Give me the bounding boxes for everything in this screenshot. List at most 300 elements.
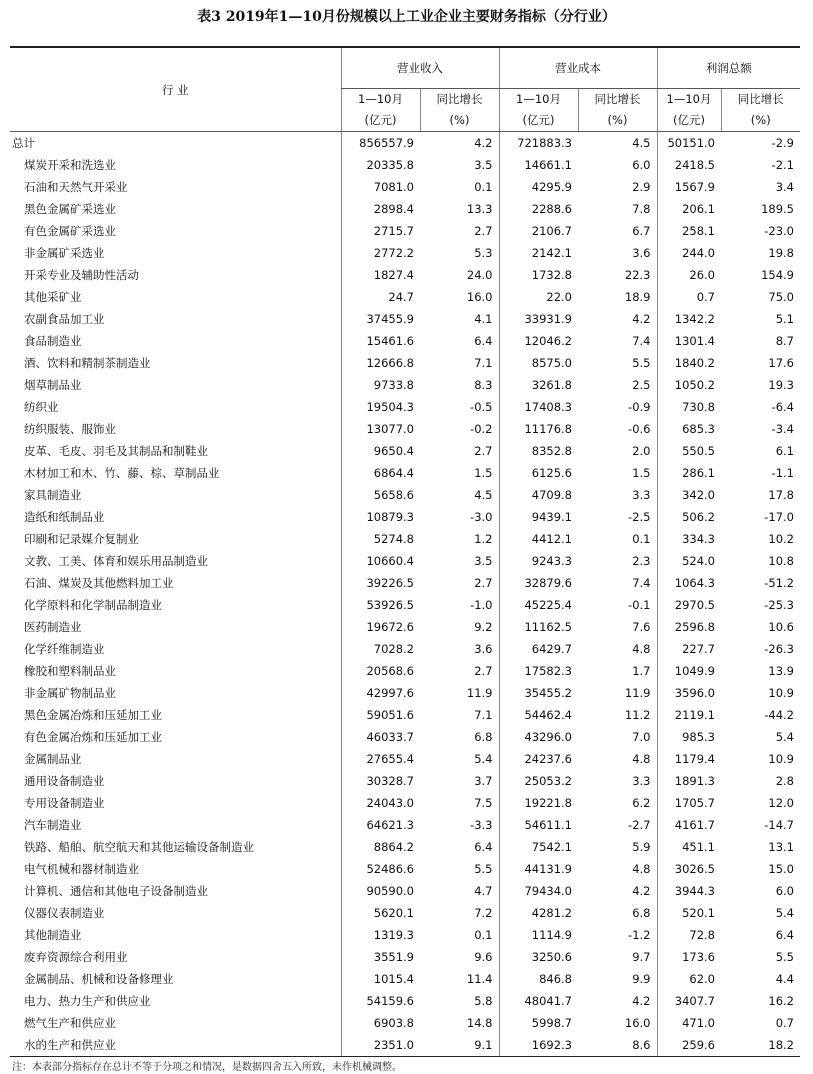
revenue-growth-cell: -0.2 bbox=[470, 422, 493, 436]
revenue-growth-cell: 14.8 bbox=[466, 1016, 493, 1030]
cost-growth-cell: 22.3 bbox=[624, 268, 651, 282]
industry-name-cell: 金属制品业 bbox=[24, 752, 82, 766]
cost-cell: 4281.2 bbox=[499, 902, 578, 924]
profit-growth-cell: 154.9 bbox=[761, 268, 794, 282]
revenue-growth-cell: 3.5 bbox=[474, 554, 493, 568]
cost-growth-cell: 1.7 bbox=[632, 664, 651, 678]
profit-growth-cell: 17.8 bbox=[768, 488, 794, 502]
cost-growth-cell: 9.9 bbox=[632, 972, 651, 986]
revenue-cell: 8864.2 bbox=[341, 836, 420, 858]
profit-growth-cell: 75.0 bbox=[768, 290, 794, 304]
table-row bbox=[10, 726, 800, 748]
table-row bbox=[10, 660, 800, 682]
cost-cell: 9439.1 bbox=[499, 506, 578, 528]
cost-growth-cell: -2.5 bbox=[628, 510, 651, 524]
table-row bbox=[10, 704, 800, 726]
revenue-growth-cell: 11.9 bbox=[466, 686, 493, 700]
revenue-growth-cell: 24.0 bbox=[466, 268, 493, 282]
industry-name-cell: 农副食品加工业 bbox=[24, 312, 105, 326]
revenue-growth-cell: 11.4 bbox=[466, 972, 493, 986]
revenue-growth-cell: 0.1 bbox=[474, 180, 493, 194]
revenue-cell: 12666.8 bbox=[341, 352, 420, 374]
industry-name-cell: 文教、工美、体育和娱乐用品制造业 bbox=[24, 554, 208, 568]
cost-growth-cell: -2.7 bbox=[628, 818, 651, 832]
profit-growth-cell: 8.7 bbox=[775, 334, 794, 348]
table-row bbox=[10, 418, 800, 440]
cost-growth-cell: 3.3 bbox=[632, 774, 651, 788]
industry-name-cell: 电气机械和器材制造业 bbox=[24, 862, 139, 876]
profit-growth-cell: -2.9 bbox=[771, 136, 794, 150]
revenue-growth-cell: 0.1 bbox=[474, 928, 493, 942]
revenue-cell: 30328.7 bbox=[341, 770, 420, 792]
footnote: 注：本表部分指标存在总计不等于分项之和情况，是数据四舍五入所致，未作机械调整。 bbox=[12, 1062, 402, 1073]
revenue-cell: 9650.4 bbox=[341, 440, 420, 462]
revenue-cell: 5620.1 bbox=[341, 902, 420, 924]
cost-cell: 17582.3 bbox=[499, 660, 578, 682]
table-row bbox=[10, 462, 800, 484]
profit-growth-cell: -51.2 bbox=[764, 576, 794, 590]
profit-growth-cell: 13.1 bbox=[768, 840, 794, 854]
industry-name-cell: 印刷和记录媒介复制业 bbox=[24, 532, 139, 546]
table-row bbox=[10, 836, 800, 858]
cost-cell: 4412.1 bbox=[499, 528, 578, 550]
profit-growth-cell: 6.1 bbox=[775, 444, 794, 458]
cost-cell: 44131.9 bbox=[499, 858, 578, 880]
cost-cell: 1114.9 bbox=[499, 924, 578, 946]
cost-cell: 33931.9 bbox=[499, 308, 578, 330]
revenue-growth-cell: 7.1 bbox=[474, 708, 493, 722]
table-row bbox=[10, 1034, 800, 1057]
revenue-cell: 15461.6 bbox=[341, 330, 420, 352]
cost-cell: 11176.8 bbox=[499, 418, 578, 440]
profit-cell: 1342.2 bbox=[657, 308, 721, 330]
cost-cell: 6125.6 bbox=[499, 462, 578, 484]
cost-growth-cell: 18.9 bbox=[624, 290, 651, 304]
revenue-growth-cell: 6.4 bbox=[474, 840, 493, 854]
table-row bbox=[10, 924, 800, 946]
industry-name-cell: 黑色金属矿采选业 bbox=[24, 202, 116, 216]
revenue-cell: 46033.7 bbox=[341, 726, 420, 748]
table-row bbox=[10, 1012, 800, 1034]
cost-cell: 11162.5 bbox=[499, 616, 578, 638]
profit-cell: 244.0 bbox=[657, 242, 721, 264]
industry-name-cell: 仪器仪表制造业 bbox=[24, 906, 105, 920]
cost-cell: 32879.6 bbox=[499, 572, 578, 594]
cost-cell: 24237.6 bbox=[499, 748, 578, 770]
profit-growth-cell: 6.0 bbox=[775, 884, 794, 898]
table-row bbox=[10, 484, 800, 506]
profit-cell: 2970.5 bbox=[657, 594, 721, 616]
industry-name-cell: 煤炭开采和洗选业 bbox=[24, 158, 116, 172]
revenue-growth-cell: 4.2 bbox=[474, 136, 493, 150]
profit-cell: 451.1 bbox=[657, 836, 721, 858]
cost-growth-cell: 7.6 bbox=[632, 620, 651, 634]
cost-cell: 8575.0 bbox=[499, 352, 578, 374]
table-row bbox=[10, 946, 800, 968]
revenue-growth-cell: 1.5 bbox=[474, 466, 493, 480]
cost-growth-cell: 4.8 bbox=[632, 752, 651, 766]
cost-growth-cell: 3.6 bbox=[632, 246, 651, 260]
profit-growth-cell: 17.6 bbox=[768, 356, 794, 370]
revenue-cell: 24.7 bbox=[341, 286, 420, 308]
revenue-cell: 3551.9 bbox=[341, 946, 420, 968]
industry-name-cell: 医药制造业 bbox=[24, 620, 82, 634]
profit-growth-cell: 10.9 bbox=[768, 686, 794, 700]
profit-cell: 2418.5 bbox=[657, 154, 721, 176]
profit-cell: 1301.4 bbox=[657, 330, 721, 352]
profit-cell: 259.6 bbox=[657, 1034, 721, 1057]
profit-growth-cell: -3.4 bbox=[771, 422, 794, 436]
table-row bbox=[10, 220, 800, 242]
industry-name-cell: 非金属矿采选业 bbox=[24, 246, 105, 260]
profit-cell: 550.5 bbox=[657, 440, 721, 462]
table-row bbox=[10, 506, 800, 528]
cost-cell: 8352.8 bbox=[499, 440, 578, 462]
revenue-growth-cell: 4.1 bbox=[474, 312, 493, 326]
revenue-growth-cell: 5.8 bbox=[474, 994, 493, 1008]
profit-cell: 1064.3 bbox=[657, 572, 721, 594]
profit-cell: 4161.7 bbox=[657, 814, 721, 836]
profit-growth-cell: -23.0 bbox=[764, 224, 794, 238]
cost-amount-header: 1—10月 (亿元) bbox=[499, 89, 578, 132]
revenue-growth-cell: 1.2 bbox=[474, 532, 493, 546]
revenue-cell: 19504.3 bbox=[341, 396, 420, 418]
profit-cell: 3407.7 bbox=[657, 990, 721, 1012]
profit-growth-cell: -26.3 bbox=[764, 642, 794, 656]
profit-cell: 342.0 bbox=[657, 484, 721, 506]
profit-cell: 730.8 bbox=[657, 396, 721, 418]
cost-cell: 721883.3 bbox=[499, 132, 578, 155]
revenue-cell: 19672.6 bbox=[341, 616, 420, 638]
cost-cell: 79434.0 bbox=[499, 880, 578, 902]
profit-growth-cell: 18.2 bbox=[721, 1034, 800, 1057]
revenue-cell: 24043.0 bbox=[341, 792, 420, 814]
cost-cell: 14661.1 bbox=[499, 154, 578, 176]
revenue-cell: 13077.0 bbox=[341, 418, 420, 440]
revenue-cell: 27655.4 bbox=[341, 748, 420, 770]
cost-growth-cell: 3.3 bbox=[632, 488, 651, 502]
revenue-cell: 37455.9 bbox=[341, 308, 420, 330]
profit-growth-cell: -2.1 bbox=[771, 158, 794, 172]
profit-cell: 1049.9 bbox=[657, 660, 721, 682]
revenue-growth-cell: -0.5 bbox=[470, 400, 493, 414]
profit-cell: 2596.8 bbox=[657, 616, 721, 638]
revenue-growth-cell: 2.7 bbox=[474, 444, 493, 458]
cost-cell: 2106.7 bbox=[499, 220, 578, 242]
industry-name-cell: 石油和天然气开采业 bbox=[24, 180, 128, 194]
revenue-cell: 10879.3 bbox=[341, 506, 420, 528]
profit-growth-cell: 5.1 bbox=[775, 312, 794, 326]
revenue-cell: 54159.6 bbox=[341, 990, 420, 1012]
revenue-growth-cell: 3.6 bbox=[474, 642, 493, 656]
profit-growth-cell: 12.0 bbox=[768, 796, 794, 810]
cost-cell: 54462.4 bbox=[499, 704, 578, 726]
revenue-growth-cell: -3.3 bbox=[470, 818, 493, 832]
profit-growth-cell: 2.8 bbox=[775, 774, 794, 788]
revenue-cell: 856557.9 bbox=[341, 132, 420, 155]
revenue-cell: 64621.3 bbox=[341, 814, 420, 836]
industry-name-cell: 有色金属冶炼和压延加工业 bbox=[24, 730, 162, 744]
revenue-cell: 7028.2 bbox=[341, 638, 420, 660]
industry-name-cell: 总计 bbox=[12, 136, 35, 150]
table-row bbox=[10, 352, 800, 374]
revenue-growth-cell: 3.5 bbox=[474, 158, 493, 172]
industry-name-cell: 通用设备制造业 bbox=[24, 774, 105, 788]
cost-cell: 43296.0 bbox=[499, 726, 578, 748]
industry-name-cell: 石油、煤炭及其他燃料加工业 bbox=[24, 576, 174, 590]
profit-cell: 524.0 bbox=[657, 550, 721, 572]
profit-group-header: 利润总额 bbox=[657, 48, 800, 89]
cost-growth-cell: 4.5 bbox=[632, 136, 651, 150]
table-row bbox=[10, 770, 800, 792]
profit-cell: 685.3 bbox=[657, 418, 721, 440]
table-row bbox=[10, 308, 800, 330]
profit-cell: 334.3 bbox=[657, 528, 721, 550]
revenue-cell: 10660.4 bbox=[341, 550, 420, 572]
table-row bbox=[10, 396, 800, 418]
cost-growth-cell: 4.8 bbox=[632, 862, 651, 876]
table-row bbox=[10, 176, 800, 198]
cost-cell: 3250.6 bbox=[499, 946, 578, 968]
profit-cell: 3944.3 bbox=[657, 880, 721, 902]
cost-growth-cell: -0.6 bbox=[628, 422, 651, 436]
profit-growth-cell: 10.6 bbox=[768, 620, 794, 634]
profit-growth-cell: 189.5 bbox=[761, 202, 794, 216]
table-row bbox=[10, 638, 800, 660]
revenue-cell: 39226.5 bbox=[341, 572, 420, 594]
profit-growth-cell: 0.7 bbox=[775, 1016, 794, 1030]
cost-growth-cell: -1.2 bbox=[628, 928, 651, 942]
cost-growth-header: 同比增长 (%) bbox=[578, 89, 657, 132]
revenue-cell: 2772.2 bbox=[341, 242, 420, 264]
industry-name-cell: 专用设备制造业 bbox=[24, 796, 105, 810]
profit-cell: 3596.0 bbox=[657, 682, 721, 704]
profit-growth-header: 同比增长 (%) bbox=[721, 89, 800, 132]
industry-name-cell: 金属制品、机械和设备修理业 bbox=[24, 972, 174, 986]
revenue-cell: 2351.0 bbox=[341, 1034, 420, 1057]
revenue-growth-cell: 6.8 bbox=[474, 730, 493, 744]
table-row bbox=[10, 814, 800, 836]
cost-cell: 45225.4 bbox=[499, 594, 578, 616]
industry-name-cell: 酒、饮料和精制茶制造业 bbox=[24, 356, 151, 370]
cost-cell: 25053.2 bbox=[499, 770, 578, 792]
cost-cell: 2288.6 bbox=[499, 198, 578, 220]
revenue-cell: 52486.6 bbox=[341, 858, 420, 880]
revenue-growth-cell: -1.0 bbox=[470, 598, 493, 612]
cost-cell: 54611.1 bbox=[499, 814, 578, 836]
financial-indicators-table bbox=[10, 48, 800, 1057]
revenue-cell: 1319.3 bbox=[341, 924, 420, 946]
revenue-growth-cell: 16.0 bbox=[466, 290, 493, 304]
industry-name-cell: 非金属矿物制品业 bbox=[24, 686, 116, 700]
table-row bbox=[10, 330, 800, 352]
table-row bbox=[10, 374, 800, 396]
profit-growth-cell: -6.4 bbox=[771, 400, 794, 414]
cost-cell: 4295.9 bbox=[499, 176, 578, 198]
profit-growth-cell: 4.4 bbox=[775, 972, 794, 986]
cost-growth-cell: 6.8 bbox=[632, 906, 651, 920]
revenue-growth-cell: 9.6 bbox=[474, 950, 493, 964]
profit-cell: 1840.2 bbox=[657, 352, 721, 374]
profit-growth-cell: 16.2 bbox=[768, 994, 794, 1008]
cost-growth-cell: 8.6 bbox=[578, 1034, 657, 1057]
cost-growth-cell: 0.1 bbox=[632, 532, 651, 546]
profit-cell: 26.0 bbox=[657, 264, 721, 286]
profit-cell: 50151.0 bbox=[657, 132, 721, 155]
cost-growth-cell: 2.0 bbox=[632, 444, 651, 458]
profit-cell: 1891.3 bbox=[657, 770, 721, 792]
cost-growth-cell: 4.2 bbox=[632, 312, 651, 326]
profit-growth-cell: 19.8 bbox=[768, 246, 794, 260]
revenue-cell: 9733.8 bbox=[341, 374, 420, 396]
industry-name-cell: 纺织服装、服饰业 bbox=[24, 422, 116, 436]
cost-cell: 35455.2 bbox=[499, 682, 578, 704]
table-row bbox=[10, 792, 800, 814]
cost-growth-cell: 7.0 bbox=[632, 730, 651, 744]
revenue-growth-cell: 9.1 bbox=[420, 1034, 499, 1057]
profit-growth-cell: 10.9 bbox=[768, 752, 794, 766]
table-row bbox=[10, 572, 800, 594]
industry-name-cell: 燃气生产和供应业 bbox=[24, 1016, 116, 1030]
cost-cell: 12046.2 bbox=[499, 330, 578, 352]
industry-name-cell: 烟草制品业 bbox=[24, 378, 82, 392]
profit-growth-cell: 13.9 bbox=[768, 664, 794, 678]
cost-growth-cell: 16.0 bbox=[624, 1016, 651, 1030]
profit-cell: 227.7 bbox=[657, 638, 721, 660]
cost-growth-cell: 4.2 bbox=[632, 884, 651, 898]
table-row bbox=[10, 748, 800, 770]
profit-cell: 985.3 bbox=[657, 726, 721, 748]
table-row bbox=[10, 154, 800, 176]
cost-cell: 7542.1 bbox=[499, 836, 578, 858]
industry-name-cell: 有色金属矿采选业 bbox=[24, 224, 116, 238]
cost-cell: 6429.7 bbox=[499, 638, 578, 660]
industry-name-cell: 化学纤维制造业 bbox=[24, 642, 105, 656]
table-body bbox=[10, 132, 800, 1057]
revenue-growth-cell: 13.3 bbox=[466, 202, 493, 216]
industry-name-cell: 橡胶和塑料制品业 bbox=[24, 664, 116, 678]
table-row bbox=[10, 858, 800, 880]
cost-growth-cell: 9.7 bbox=[632, 950, 651, 964]
revenue-cell: 7081.0 bbox=[341, 176, 420, 198]
profit-growth-cell: 19.3 bbox=[768, 378, 794, 392]
cost-cell: 48041.7 bbox=[499, 990, 578, 1012]
revenue-cell: 20335.8 bbox=[341, 154, 420, 176]
cost-growth-cell: 2.5 bbox=[632, 378, 651, 392]
revenue-growth-cell: 8.3 bbox=[474, 378, 493, 392]
industry-name-cell: 食品制造业 bbox=[24, 334, 82, 348]
revenue-cell: 53926.5 bbox=[341, 594, 420, 616]
cost-growth-cell: -0.9 bbox=[628, 400, 651, 414]
revenue-growth-cell: 2.7 bbox=[474, 224, 493, 238]
cost-growth-cell: 5.9 bbox=[632, 840, 651, 854]
cost-cell: 4709.8 bbox=[499, 484, 578, 506]
revenue-growth-cell: 6.4 bbox=[474, 334, 493, 348]
cost-growth-cell: 4.2 bbox=[632, 994, 651, 1008]
table-row bbox=[10, 990, 800, 1012]
revenue-amount-header: 1—10月 (亿元) bbox=[341, 89, 420, 132]
profit-amount-header: 1—10月 (亿元) bbox=[657, 89, 721, 132]
revenue-cell: 5658.6 bbox=[341, 484, 420, 506]
industry-name-cell: 开采专业及辅助性活动 bbox=[24, 268, 139, 282]
cost-growth-cell: 6.2 bbox=[632, 796, 651, 810]
revenue-growth-cell: 7.1 bbox=[474, 356, 493, 370]
revenue-growth-cell: 7.2 bbox=[474, 906, 493, 920]
cost-growth-cell: -0.1 bbox=[628, 598, 651, 612]
cost-growth-cell: 11.2 bbox=[624, 708, 651, 722]
revenue-cell: 6864.4 bbox=[341, 462, 420, 484]
profit-cell: 3026.5 bbox=[657, 858, 721, 880]
profit-cell: 62.0 bbox=[657, 968, 721, 990]
profit-growth-cell: -44.2 bbox=[764, 708, 794, 722]
profit-growth-cell: -25.3 bbox=[764, 598, 794, 612]
industry-name-cell: 其他采矿业 bbox=[24, 290, 82, 304]
cost-cell: 9243.3 bbox=[499, 550, 578, 572]
profit-growth-cell: 15.0 bbox=[768, 862, 794, 876]
industry-name-cell: 其他制造业 bbox=[24, 928, 82, 942]
revenue-cell: 42997.6 bbox=[341, 682, 420, 704]
revenue-cell: 1015.4 bbox=[341, 968, 420, 990]
page-title: 表3 2019年1—10月份规模以上工业企业主要财务指标（分行业） bbox=[197, 9, 616, 25]
profit-cell: 258.1 bbox=[657, 220, 721, 242]
revenue-cell: 1827.4 bbox=[341, 264, 420, 286]
cost-cell: 1692.3 bbox=[499, 1034, 578, 1057]
cost-growth-cell: 11.9 bbox=[624, 686, 651, 700]
cost-growth-cell: 5.5 bbox=[632, 356, 651, 370]
profit-growth-cell: 6.4 bbox=[775, 928, 794, 942]
profit-cell: 206.1 bbox=[657, 198, 721, 220]
revenue-growth-cell: 4.5 bbox=[474, 488, 493, 502]
revenue-cell: 6903.8 bbox=[341, 1012, 420, 1034]
table-row bbox=[10, 682, 800, 704]
profit-cell: 0.7 bbox=[657, 286, 721, 308]
table-row bbox=[10, 594, 800, 616]
profit-cell: 1179.4 bbox=[657, 748, 721, 770]
cost-cell: 2142.1 bbox=[499, 242, 578, 264]
revenue-cell: 5274.8 bbox=[341, 528, 420, 550]
industry-name-cell: 电力、热力生产和供应业 bbox=[24, 994, 151, 1008]
revenue-growth-cell: 3.7 bbox=[474, 774, 493, 788]
profit-cell: 2119.1 bbox=[657, 704, 721, 726]
cost-growth-cell: 6.0 bbox=[632, 158, 651, 172]
industry-name-cell: 废弃资源综合利用业 bbox=[24, 950, 128, 964]
profit-growth-cell: -17.0 bbox=[764, 510, 794, 524]
table-row bbox=[10, 902, 800, 924]
cost-growth-cell: 6.7 bbox=[632, 224, 651, 238]
cost-growth-cell: 4.8 bbox=[632, 642, 651, 656]
revenue-growth-cell: 2.7 bbox=[474, 576, 493, 590]
table-row bbox=[10, 616, 800, 638]
industry-name-cell: 木材加工和木、竹、藤、棕、草制品业 bbox=[24, 466, 220, 480]
table-row bbox=[10, 132, 800, 155]
industry-name-cell: 计算机、通信和其他电子设备制造业 bbox=[24, 884, 208, 898]
table-row bbox=[10, 968, 800, 990]
industry-name-cell: 家具制造业 bbox=[24, 488, 82, 502]
profit-cell: 1050.2 bbox=[657, 374, 721, 396]
cost-growth-cell: 7.4 bbox=[632, 576, 651, 590]
profit-growth-cell: 10.2 bbox=[768, 532, 794, 546]
profit-cell: 72.8 bbox=[657, 924, 721, 946]
table-row bbox=[10, 198, 800, 220]
revenue-growth-header: 同比增长 (%) bbox=[420, 89, 499, 132]
revenue-cell: 59051.6 bbox=[341, 704, 420, 726]
revenue-growth-cell: 5.5 bbox=[474, 862, 493, 876]
cost-growth-cell: 2.3 bbox=[632, 554, 651, 568]
industry-name-cell: 黑色金属冶炼和压延加工业 bbox=[24, 708, 162, 722]
industry-name-cell: 造纸和纸制品业 bbox=[24, 510, 105, 524]
industry-name-cell: 皮革、毛皮、羽毛及其制品和制鞋业 bbox=[24, 444, 208, 458]
profit-growth-cell: 5.4 bbox=[775, 730, 794, 744]
